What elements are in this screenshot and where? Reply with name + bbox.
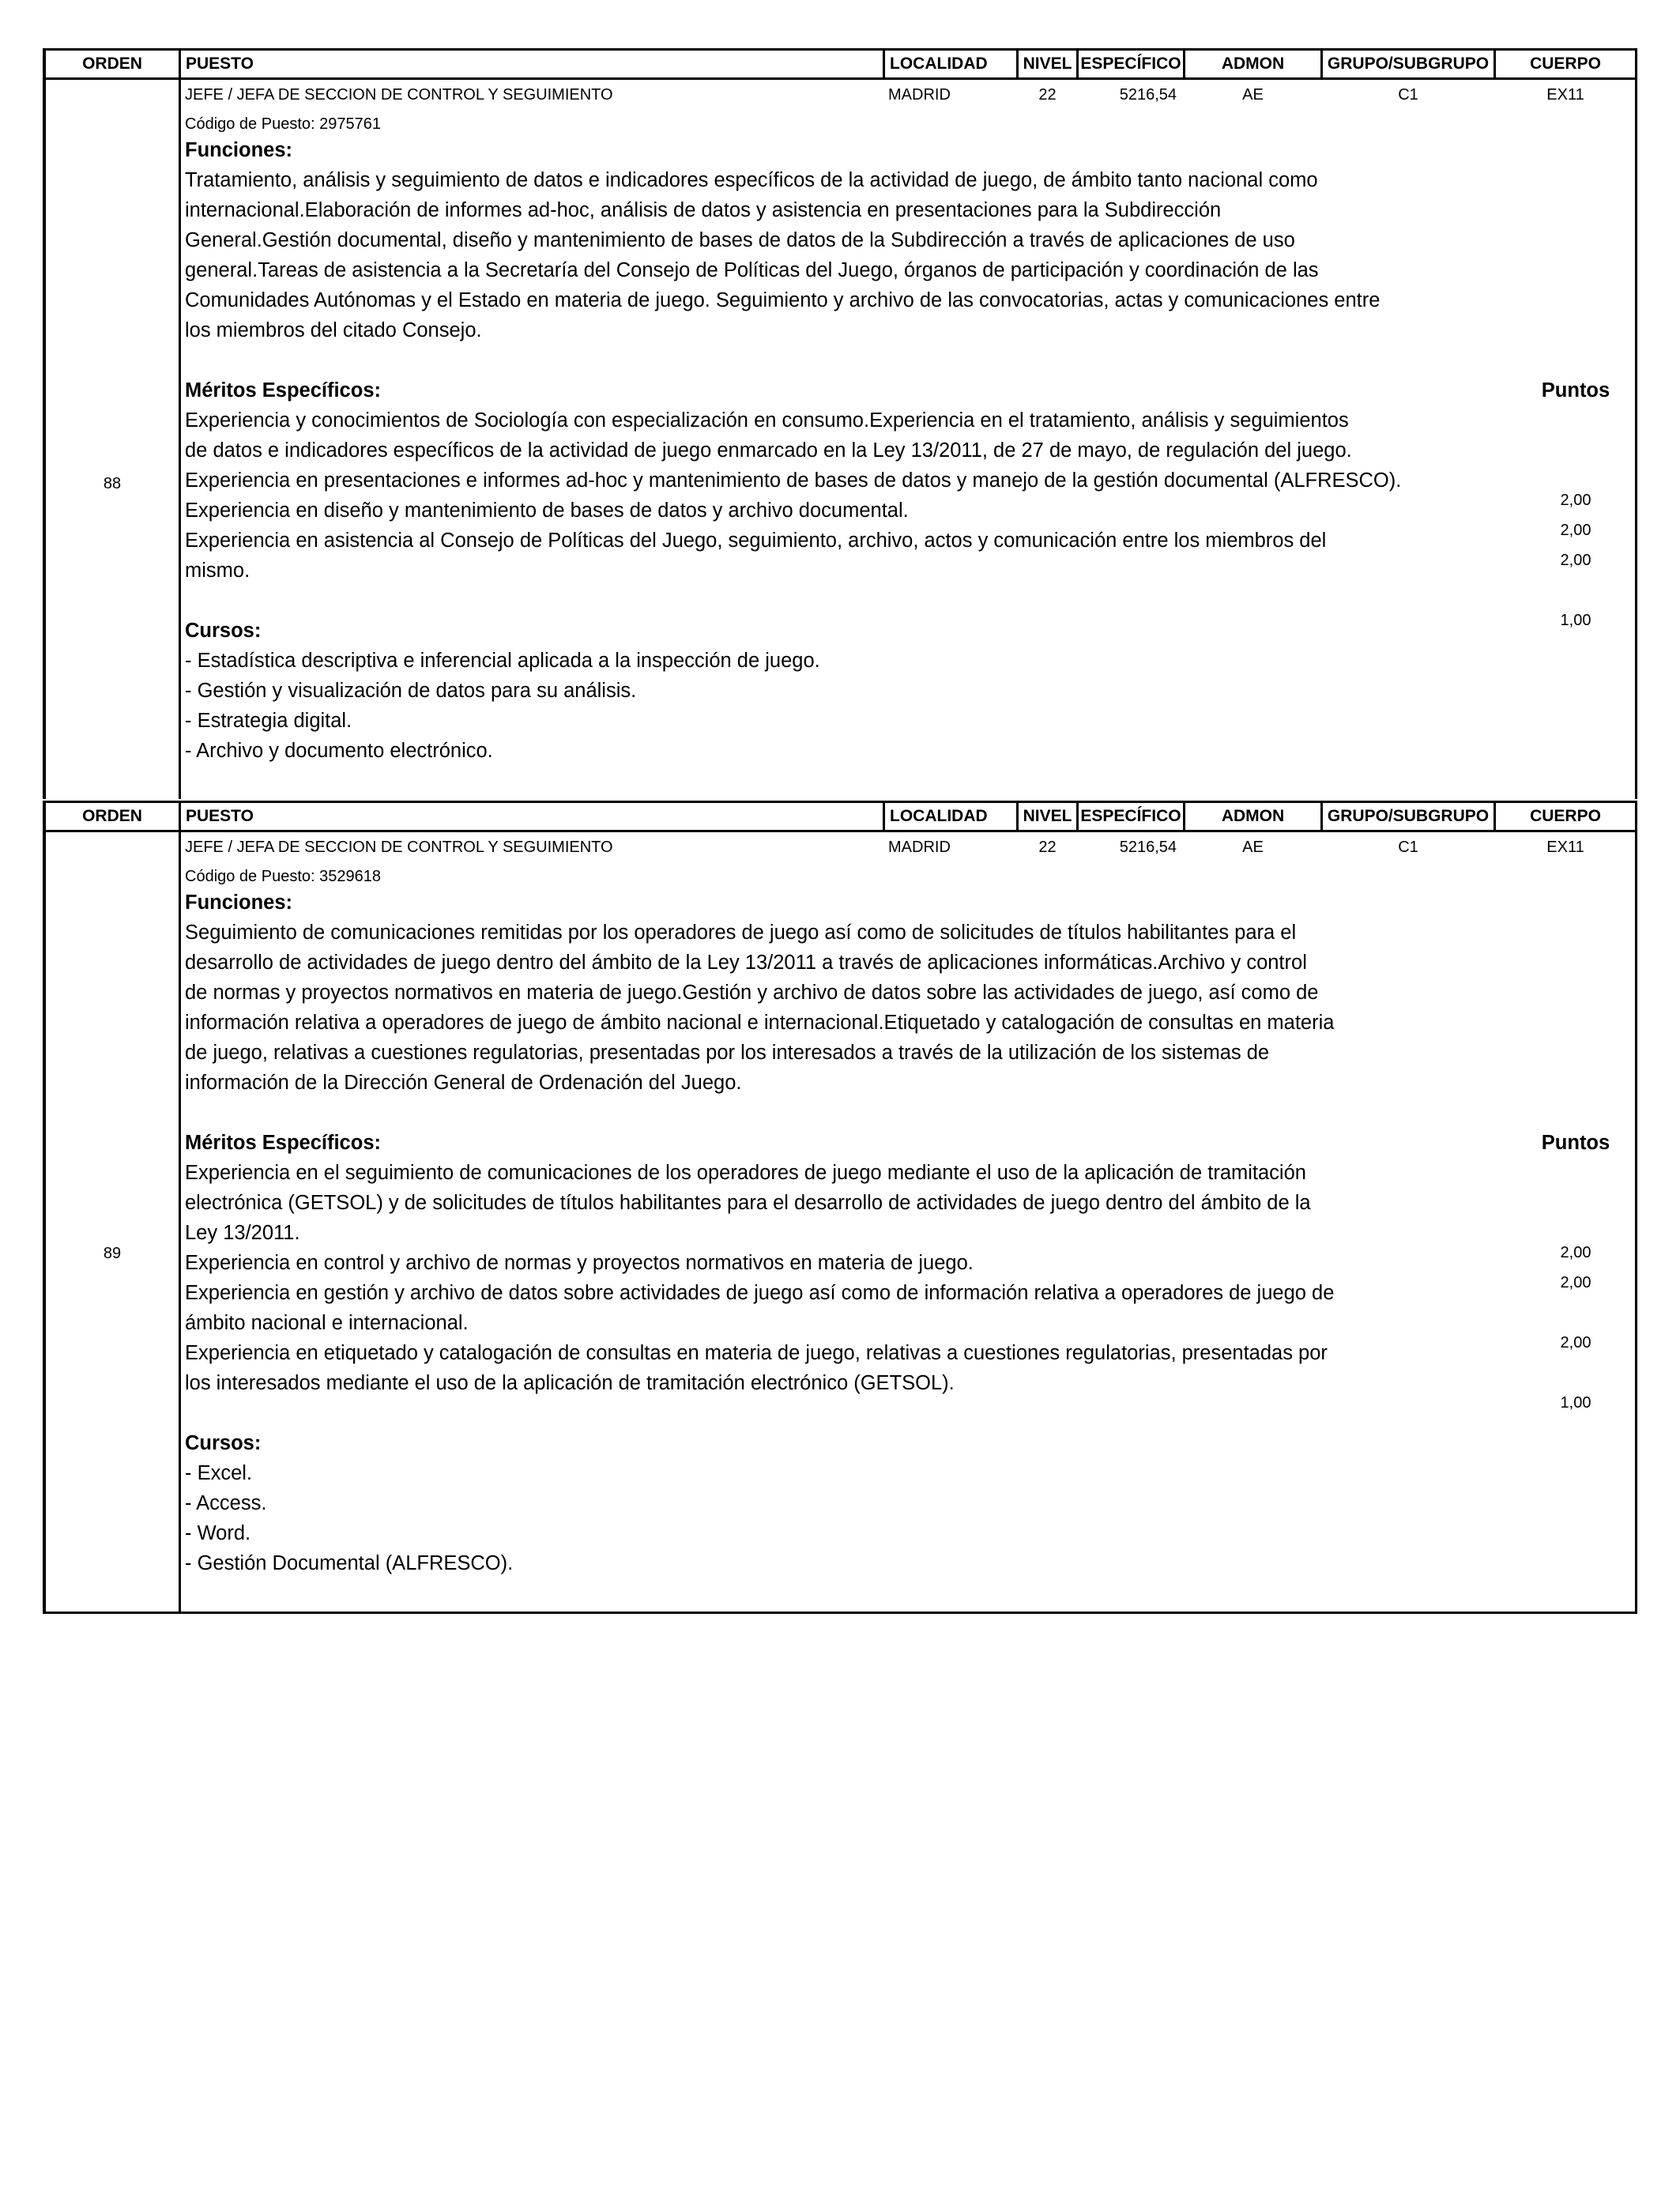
puntos-header: Puntos <box>1541 379 1610 401</box>
cursos-item: - Archivo y documento electrónico. <box>185 740 493 762</box>
funciones-line: internacional.Elaboración de informes ad-hoc, análisis de datos y asistencia en presentaciones para la Subdirección <box>185 199 1222 221</box>
funciones-line: desarrollo de actividades de juego dentro del ámbito de la Ley 13/2011 a través de aplicaciones informáticas.Archivo y control <box>185 952 1307 974</box>
col-header-localidad: LOCALIDAD <box>890 55 988 73</box>
funciones-line: de normas y proyectos normativos en materia de juego.Gestión y archivo de datos sobre las actividades de juego, así como de <box>185 982 1319 1004</box>
especifico-value: 5216,54 <box>1119 839 1177 856</box>
codigo-puesto: Código de Puesto: 3529618 <box>185 868 381 885</box>
col-header-localidad: LOCALIDAD <box>890 807 988 825</box>
col-header-cuerpo: CUERPO <box>1530 55 1601 73</box>
especifico-value: 5216,54 <box>1119 86 1177 104</box>
col-header-orden: ORDEN <box>82 807 142 825</box>
meritos-title: Méritos Específicos: <box>185 379 381 401</box>
post-body <box>43 80 1637 799</box>
meritos-line: Experiencia en presentaciones e informes ad-hoc y mantenimiento de bases de datos y manejo de la gestión documental (ALFRESCO). <box>185 469 1402 492</box>
localidad-value: MADRID <box>888 839 951 856</box>
puntos-value: 1,00 <box>1560 612 1591 629</box>
funciones-line: General.Gestión documental, diseño y mantenimiento de bases de datos de la Subdirección a través de aplicaciones de uso <box>185 229 1295 251</box>
cursos-title: Cursos: <box>185 1432 262 1454</box>
cuerpo-value: EX11 <box>1546 86 1584 104</box>
cursos-item: - Word. <box>185 1522 251 1544</box>
meritos-line: Ley 13/2011. <box>185 1222 300 1244</box>
meritos-line: ámbito nacional e internacional. <box>185 1312 469 1334</box>
puntos-value: 2,00 <box>1560 492 1591 509</box>
col-header-grupo: GRUPO/SUBGRUPO <box>1327 55 1490 73</box>
funciones-title: Funciones: <box>185 892 293 914</box>
col-header-puesto: PUESTO <box>186 807 254 825</box>
puntos-value: 2,00 <box>1560 1334 1591 1351</box>
cursos-item: - Excel. <box>185 1462 253 1484</box>
meritos-line: de datos e indicadores específicos de la actividad de juego enmarcado en la Ley 13/2011, de 27 de mayo, de regulación del juego. <box>185 439 1352 462</box>
puntos-value: 2,00 <box>1560 1244 1591 1261</box>
nivel-value: 22 <box>1038 839 1057 856</box>
grupo-value: C1 <box>1398 86 1418 104</box>
funciones-line: general.Tareas de asistencia a la Secretaría del Consejo de Políticas del Juego, órganos de participación y coordinación de las <box>185 259 1319 281</box>
col-header-orden: ORDEN <box>82 55 142 73</box>
meritos-line: Experiencia y conocimientos de Sociología con especialización en consumo.Experiencia en el tratamiento, análisis y seguimientos <box>185 409 1349 432</box>
funciones-line: Tratamiento, análisis y seguimiento de datos e indicadores específicos de la actividad de juego, de ámbito tanto nacional como <box>185 169 1318 191</box>
admon-value: AE <box>1242 839 1264 856</box>
nivel-value: 22 <box>1038 86 1057 104</box>
meritos-line: Experiencia en el seguimiento de comunicaciones de los operadores de juego mediante el uso de la aplicación de tramitación <box>185 1162 1306 1184</box>
funciones-line: información de la Dirección General de Ordenación del Juego. <box>185 1072 742 1094</box>
col-header-especifico: ESPECÍFICO <box>1080 807 1181 825</box>
puntos-value: 2,00 <box>1560 1274 1591 1291</box>
puntos-value: 2,00 <box>1560 522 1591 539</box>
cursos-title: Cursos: <box>185 620 262 642</box>
puesto-value: JEFE / JEFA DE SECCION DE CONTROL Y SEGUIMIENTO <box>185 86 613 104</box>
meritos-line: Experiencia en control y archivo de normas y proyectos normativos en materia de juego. <box>185 1252 974 1274</box>
puntos-value: 2,00 <box>1560 552 1591 569</box>
cursos-item: - Gestión Documental (ALFRESCO). <box>185 1552 514 1574</box>
cuerpo-value: EX11 <box>1546 839 1584 856</box>
puntos-value: 1,00 <box>1560 1394 1591 1412</box>
post-block-88 <box>43 48 1637 799</box>
orden-value: 88 <box>103 475 122 492</box>
table-header <box>43 48 1637 80</box>
col-header-nivel: NIVEL <box>1023 807 1072 825</box>
cursos-item: - Estadística descriptiva e inferencial aplicada a la inspección de juego. <box>185 650 820 672</box>
cursos-item: - Access. <box>185 1492 267 1514</box>
funciones-title: Funciones: <box>185 139 293 161</box>
col-header-puesto: PUESTO <box>186 55 254 73</box>
funciones-line: información relativa a operadores de juego de ámbito nacional e internacional.Etiquetado y catalogación de consultas en materia <box>185 1012 1335 1034</box>
funciones-line: Seguimiento de comunicaciones remitidas por los operadores de juego así como de solicitudes de títulos habilitantes para el <box>185 922 1297 944</box>
puesto-value: JEFE / JEFA DE SECCION DE CONTROL Y SEGUIMIENTO <box>185 839 613 856</box>
codigo-puesto: Código de Puesto: 2975761 <box>185 115 381 133</box>
localidad-value: MADRID <box>888 86 951 104</box>
funciones-line: de juego, relativas a cuestiones regulatorias, presentadas por los interesados a través de la utilización de los sistemas de <box>185 1042 1270 1064</box>
grupo-value: C1 <box>1398 839 1418 856</box>
col-header-grupo: GRUPO/SUBGRUPO <box>1327 807 1490 825</box>
puntos-header: Puntos <box>1541 1132 1610 1154</box>
meritos-line: mismo. <box>185 560 250 582</box>
meritos-line: los interesados mediante el uso de la aplicación de tramitación electrónico (GETSOL). <box>185 1372 955 1394</box>
table-header <box>43 801 1637 832</box>
orden-value: 89 <box>103 1245 122 1262</box>
meritos-line: Experiencia en gestión y archivo de datos sobre actividades de juego así como de información relativa a operadores de juego de <box>185 1282 1335 1304</box>
meritos-title: Méritos Específicos: <box>185 1132 381 1154</box>
col-header-cuerpo: CUERPO <box>1530 807 1601 825</box>
post-block-89 <box>43 801 1637 1614</box>
meritos-line: Experiencia en asistencia al Consejo de Políticas del Juego, seguimiento, archivo, actos y comunicación entre los miembros del <box>185 530 1327 552</box>
funciones-line: Comunidades Autónomas y el Estado en materia de juego. Seguimiento y archivo de las convocatorias, actas y comunicaciones entre <box>185 289 1381 311</box>
cursos-item: - Gestión y visualización de datos para su análisis. <box>185 680 637 702</box>
col-header-nivel: NIVEL <box>1023 55 1072 73</box>
admon-value: AE <box>1242 86 1264 104</box>
post-body <box>43 832 1637 1614</box>
meritos-line: Experiencia en diseño y mantenimiento de bases de datos y archivo documental. <box>185 499 909 522</box>
col-header-especifico: ESPECÍFICO <box>1080 55 1181 73</box>
funciones-line: los miembros del citado Consejo. <box>185 319 482 341</box>
meritos-line: electrónica (GETSOL) y de solicitudes de títulos habilitantes para el desarrollo de actividades de juego dentro del ámbito de la <box>185 1192 1311 1214</box>
col-header-admon: ADMON <box>1221 55 1285 73</box>
meritos-line: Experiencia en etiquetado y catalogación de consultas en materia de juego, relativas a cuestiones regulatorias, presentadas por <box>185 1342 1328 1364</box>
col-header-admon: ADMON <box>1221 807 1285 825</box>
cursos-item: - Estrategia digital. <box>185 710 352 732</box>
